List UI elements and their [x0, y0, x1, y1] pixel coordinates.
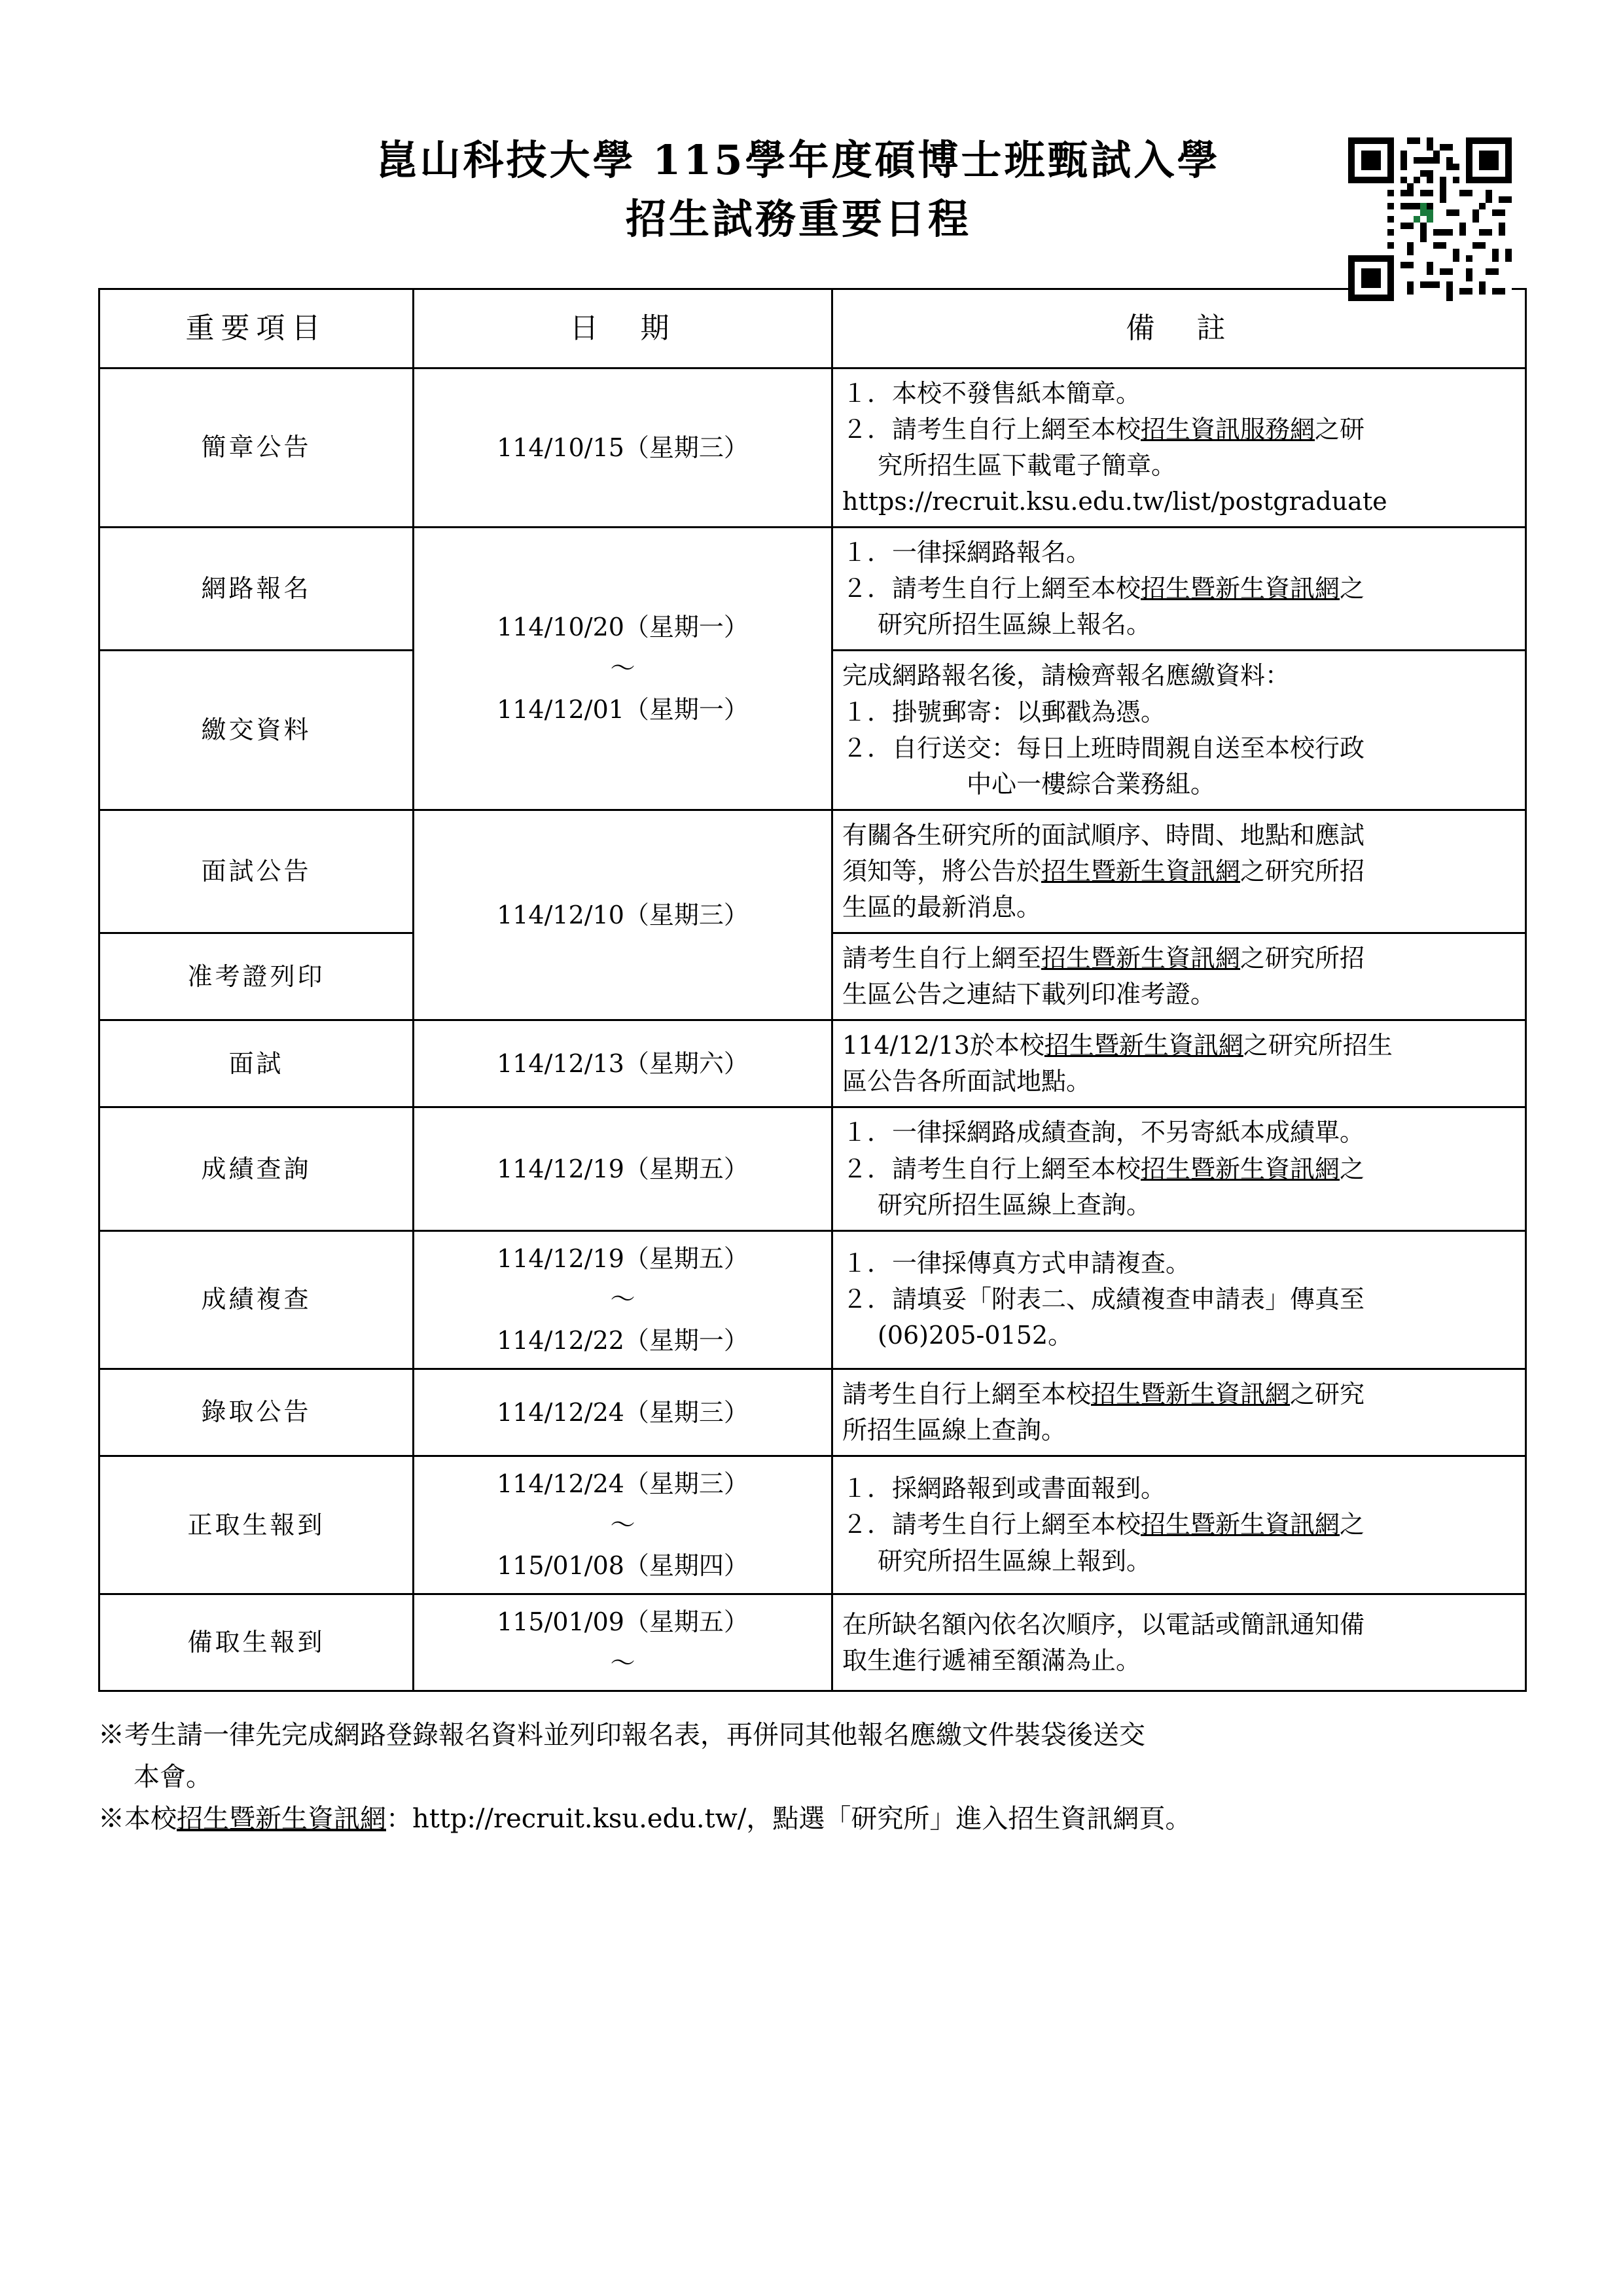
qr-code [1348, 137, 1512, 301]
row-note: 請考生自行上網至招生暨新生資訊網之研究所招 生區公告之連結下載列印准考證。 [832, 933, 1526, 1020]
footnote-1-cont: 本會。 [134, 1762, 212, 1793]
row-date: 114/12/24（星期三） [414, 1369, 832, 1456]
row-note: 有關各生研究所的面試順序、時間、地點和應試 須知等，將公告於招生暨新生資訊網之研究所招 生區的最新消息。 [832, 810, 1526, 933]
row-item: 網路報名 [99, 528, 414, 651]
row-note: 完成網路報名後，請檢齊報名應繳資料： １．掛號郵寄：以郵戳為憑。 ２．自行送交：每日上班時間親自送至本校行政 中心一樓綜合業務組。 [832, 651, 1526, 810]
footnote-1: ※考生請一律先完成網路登錄報名資料並列印報名表，再併同其他報名應繳文件裝袋後送交 [98, 1720, 1145, 1751]
header-date: 日 期 [414, 289, 832, 368]
row-note: 請考生自行上網至本校招生暨新生資訊網之研究 所招生區線上查詢。 [832, 1369, 1526, 1456]
title-line-1: 崑山科技大學 115學年度碩博士班甄試入學 [376, 136, 1221, 184]
row-item: 成績複查 [99, 1230, 414, 1369]
footnotes [98, 1714, 1525, 1840]
row-note: １．一律採傳真方式申請複查。 ２．請填妥「附表二、成績複查申請表」傳真至 (06)205-0152。 [832, 1230, 1526, 1369]
row-note: 114/12/13於本校招生暨新生資訊網之研究所招生 區公告各所面試地點。 [832, 1020, 1526, 1107]
title-line-2: 招生試務重要日程 [625, 194, 971, 243]
row-date: 115/01/09（星期五） ～ [414, 1594, 832, 1691]
recruit-url[interactable]: https://recruit.ksu.edu.tw/list/postgraduate [842, 487, 1387, 516]
table-row [99, 1594, 1526, 1691]
row-item: 繳交資料 [99, 651, 414, 810]
row-date: 114/10/20（星期一） ～ 114/12/01（星期一） [414, 528, 832, 810]
row-note: 在所缺名額內依名次順序，以電話或簡訊通知備 取生進行遞補至額滿為止。 [832, 1594, 1526, 1691]
row-item: 面試公告 [99, 810, 414, 933]
table-row [99, 1107, 1526, 1230]
table-row [99, 1020, 1526, 1107]
row-item: 簡章公告 [99, 368, 414, 527]
row-date: 114/12/10（星期三） [414, 810, 832, 1020]
row-item: 正取生報到 [99, 1456, 414, 1594]
page-title [376, 131, 1220, 249]
row-item: 面試 [99, 1020, 414, 1107]
schedule-table [98, 288, 1527, 1693]
row-item: 准考證列印 [99, 933, 414, 1020]
row-date: 114/12/19（星期五） ～ 114/12/22（星期一） [414, 1230, 832, 1369]
table-row [99, 528, 1526, 651]
row-note: １．採網路報到或書面報到。 ２．請考生自行上網至本校招生暨新生資訊網之 研究所招生區線上報到。 [832, 1456, 1526, 1594]
table-header-row [99, 289, 1526, 368]
row-item: 錄取公告 [99, 1369, 414, 1456]
document-header [98, 131, 1525, 249]
row-date: 114/12/24（星期三） ～ 115/01/08（星期四） [414, 1456, 832, 1594]
table-row [99, 1456, 1526, 1594]
row-note: １．本校不發售紙本簡章。 ２．請考生自行上網至本校招生資訊服務網之研 究所招生區下載電子簡章。 https://recruit.ksu.edu.tw/list/postgraduate [832, 368, 1526, 527]
row-item: 備取生報到 [99, 1594, 414, 1691]
row-item: 成績查詢 [99, 1107, 414, 1230]
row-date: 114/12/19（星期五） [414, 1107, 832, 1230]
table-row [99, 1230, 1526, 1369]
header-item: 重要項目 [99, 289, 414, 368]
footnote-2: ※本校招生暨新生資訊網：http://recruit.ksu.edu.tw/，點選「研究所」進入招生資訊網頁。 [98, 1804, 1192, 1835]
row-note: １．一律採網路報名。 ２．請考生自行上網至本校招生暨新生資訊網之 研究所招生區線上報名。 [832, 528, 1526, 651]
header-note: 備 註 [832, 289, 1526, 368]
table-row [99, 810, 1526, 933]
row-date: 114/12/13（星期六） [414, 1020, 832, 1107]
row-date: 114/10/15（星期三） [414, 368, 832, 527]
table-row [99, 368, 1526, 527]
row-note: １．一律採網路成績查詢，不另寄紙本成績單。 ２．請考生自行上網至本校招生暨新生資訊網之 研究所招生區線上查詢。 [832, 1107, 1526, 1230]
table-row [99, 1369, 1526, 1456]
